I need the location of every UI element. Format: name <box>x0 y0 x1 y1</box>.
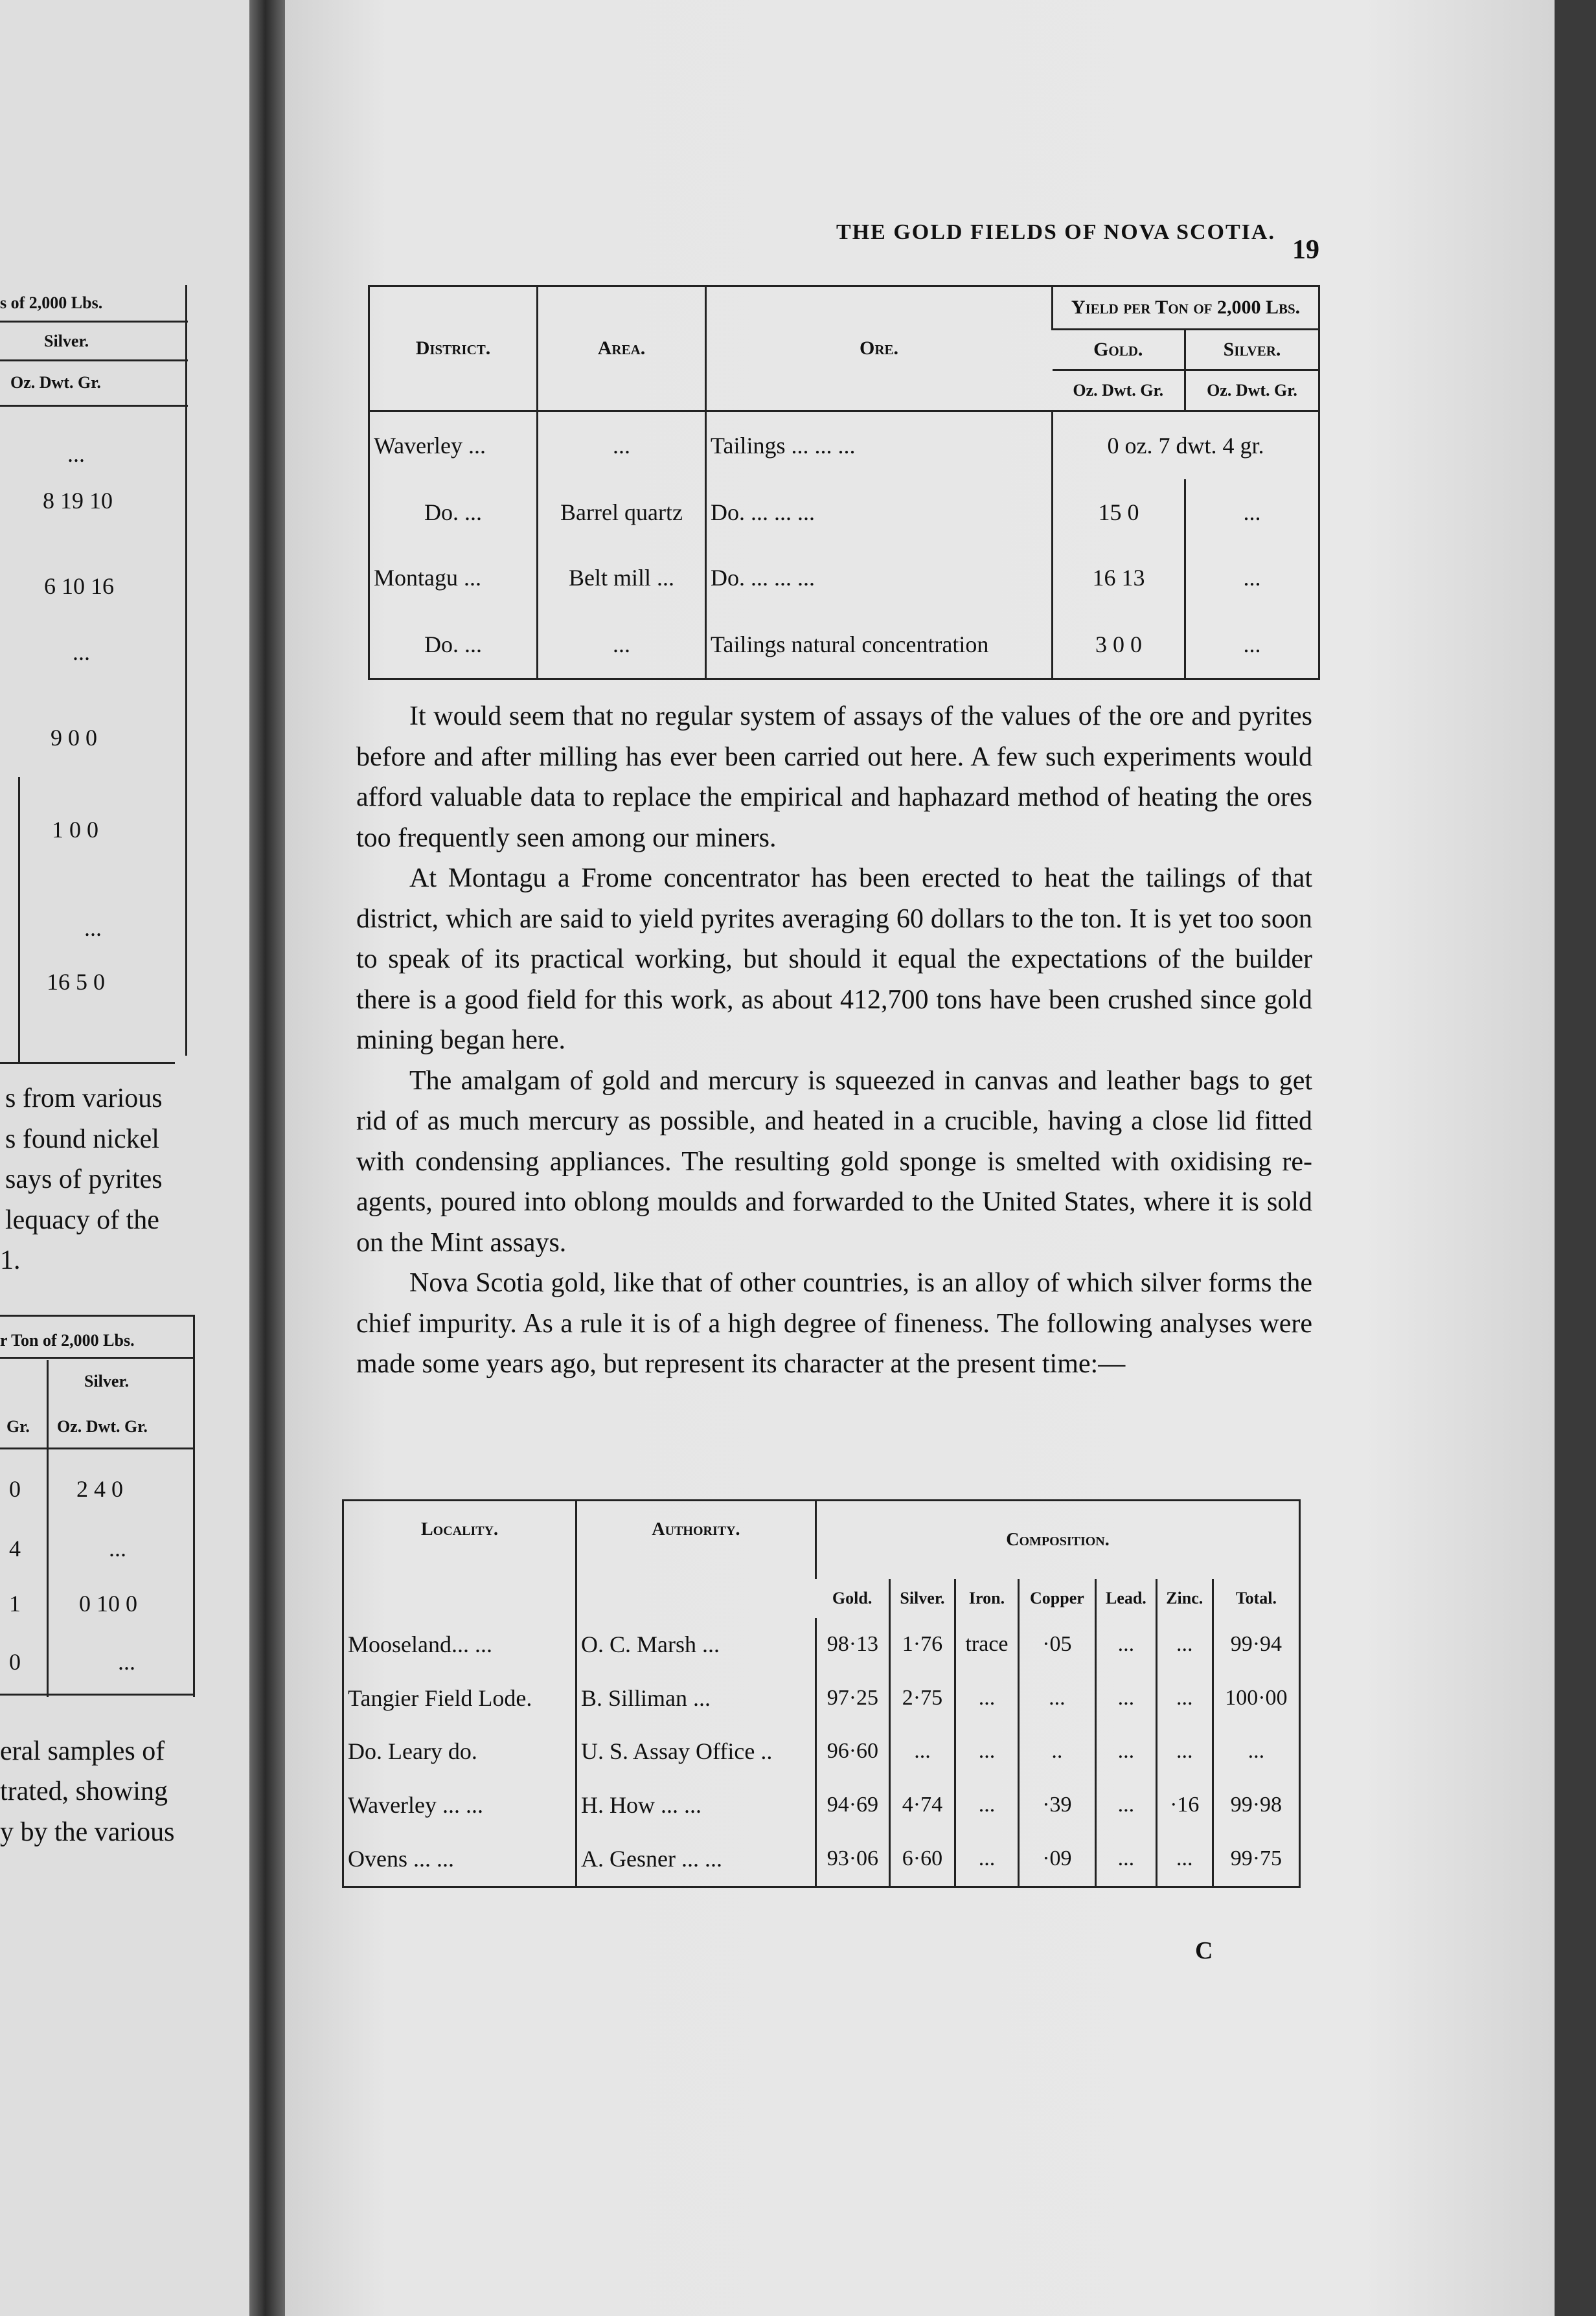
left-page <box>0 0 249 2316</box>
cell-area: ... <box>538 611 706 679</box>
cell-district: Do. ... <box>424 499 482 525</box>
cell-zinc: ... <box>1156 1832 1213 1887</box>
paragraph: It would seem that no regular system of assays of the values of the ore and pyrites before and after milling has ever been carried out here. A few such experiments would afford valuable data to replace the empirical and haphazard method of heating the ores too frequently seen among our miners. <box>356 701 1312 853</box>
cell-copper: ... <box>1018 1672 1095 1725</box>
col-header-lead: Lead. <box>1095 1579 1156 1618</box>
col-header-yield: Yield per Ton of 2,000 Lbs. <box>1053 286 1319 330</box>
cell-district: Waverley ... <box>374 432 486 459</box>
body-text <box>356 696 1312 1385</box>
cell-gold: 96·60 <box>816 1725 890 1778</box>
left-text-line: 1. <box>0 1245 21 1275</box>
left-table2-gr-value: 0 <box>9 1476 21 1502</box>
cell-copper: ·09 <box>1018 1832 1095 1887</box>
table-row <box>343 1672 1300 1725</box>
cell-authority: O. C. Marsh ... <box>576 1618 816 1672</box>
cell-gold: 93·06 <box>816 1832 890 1887</box>
paragraph: The amalgam of gold and mercury is squeezed in canvas and leather bags to get rid of as much mercury as possible, and heated in a crucible, having a close lid fitted with condensing appliances. The resulting gold sponge is smelted with oxidising re-agents, poured into oblong moulds and forwarded to the United States, where it is sold on the Mint assays. <box>356 1065 1312 1258</box>
left-units: Oz. Dwt. Gr. <box>10 373 101 392</box>
cell-locality: Waverley ... ... <box>348 1791 484 1818</box>
col-header-ore: Ore. <box>706 286 1053 411</box>
cell-lead: ... <box>1095 1832 1156 1887</box>
left-table-border <box>18 777 20 1062</box>
left-table2-silver-value: 0 10 0 <box>79 1591 137 1617</box>
col-header-composition: Composition. <box>816 1501 1300 1580</box>
cell-gold: 15 0 <box>1053 479 1185 545</box>
left-table2-border <box>47 1360 49 1697</box>
col-header-gold-units: Oz. Dwt. Gr. <box>1053 370 1185 411</box>
cell-silver: ... <box>1185 479 1319 545</box>
right-page <box>285 0 1555 2316</box>
cell-gold: 0 oz. 7 dwt. 4 gr. <box>1053 411 1319 479</box>
cell-iron: trace <box>955 1618 1019 1672</box>
left-text-line: eral samples of <box>0 1736 165 1766</box>
cell-silver: ... <box>1185 611 1319 679</box>
cell-total: ... <box>1213 1725 1299 1778</box>
left-value: ... <box>67 441 85 467</box>
cell-gold: 94·69 <box>816 1778 890 1832</box>
cell-locality: Ovens ... ... <box>348 1846 454 1872</box>
page-edge-shadow <box>1555 0 1596 2316</box>
left-table2-border <box>193 1315 195 1697</box>
left-rule <box>0 1694 194 1696</box>
book-gutter <box>249 0 285 2316</box>
cell-zinc: ... <box>1156 1672 1213 1725</box>
cell-ore: Do. ... ... ... <box>706 545 1053 611</box>
left-table2-silver-value: ... <box>118 1649 135 1675</box>
left-table2-gr-value: 0 <box>9 1649 21 1675</box>
col-header-authority: Authority. <box>576 1501 816 1618</box>
cell-iron: ... <box>955 1778 1019 1832</box>
cell-zinc: ... <box>1156 1725 1213 1778</box>
cell-zinc: ... <box>1156 1618 1213 1672</box>
left-table2-gr: Gr. <box>6 1417 30 1436</box>
cell-authority: B. Silliman ... <box>576 1672 816 1725</box>
cell-area: Belt mill ... <box>538 545 706 611</box>
cell-locality: Mooseland... ... <box>348 1631 492 1658</box>
cell-ore: Tailings natural concentration <box>706 611 1053 679</box>
left-value: ... <box>73 639 90 665</box>
cell-authority: A. Gesner ... ... <box>576 1832 816 1887</box>
cell-lead: ... <box>1095 1778 1156 1832</box>
left-value: 8 19 10 <box>43 488 113 514</box>
cell-gold: 98·13 <box>816 1618 890 1672</box>
paragraph: At Montagu a Frome concentrator has been erected to heat the tailings of that district, which are said to yield pyrites averaging 60 dollars to the ton. It is yet too soon to speak of its practical working, but should it equal the expectations of the builder there is a good field for this work, as about 412,700 tons have been crushed since gold mining began here. <box>356 863 1312 1055</box>
left-rule <box>0 1062 175 1064</box>
left-silver-label: Silver. <box>44 332 89 350</box>
cell-ore: Do. ... ... ... <box>706 479 1053 545</box>
left-table2-silver-value: 2 4 0 <box>76 1476 123 1502</box>
col-header-gold: Gold. <box>1053 330 1185 370</box>
left-text-line: s from various <box>5 1084 163 1113</box>
signature-mark: C <box>1195 1937 1213 1964</box>
cell-ore: Tailings ... ... ... <box>706 411 1053 479</box>
cell-locality: Tangier Field Lode. <box>348 1685 532 1711</box>
left-rule <box>0 321 188 323</box>
left-table2-gr-value: 4 <box>9 1536 21 1561</box>
paragraph: Nova Scotia gold, like that of other countries, is an alloy of which silver forms the chief impurity. As a rule it is of a high degree of fineness. The following analyses were made some years ago, but represent its character at the present time:— <box>356 1268 1312 1379</box>
left-value: 6 10 16 <box>44 573 114 599</box>
left-rule <box>0 405 188 407</box>
composition-table <box>342 1499 1301 1888</box>
cell-district: Montagu ... <box>374 565 481 591</box>
cell-copper: .. <box>1018 1725 1095 1778</box>
cell-copper: ·05 <box>1018 1618 1095 1672</box>
cell-silver: 2·75 <box>889 1672 955 1725</box>
left-table2-gr-value: 1 <box>9 1591 21 1617</box>
cell-silver: ... <box>1185 545 1319 611</box>
left-table2-header: r Ton of 2,000 Lbs. <box>0 1331 135 1350</box>
cell-area: ... <box>538 411 706 479</box>
left-text-line: y by the various <box>0 1817 175 1847</box>
col-header-district: District. <box>369 286 538 411</box>
left-table-border <box>185 285 187 1056</box>
cell-lead: ... <box>1095 1618 1156 1672</box>
left-text-line: says of pyrites <box>5 1164 163 1194</box>
col-header-area: Area. <box>538 286 706 411</box>
left-rule <box>0 1448 194 1449</box>
table-row <box>369 479 1319 545</box>
cell-gold: 97·25 <box>816 1672 890 1725</box>
col-header-gold: Gold. <box>832 1589 872 1607</box>
col-header-silver-units: Oz. Dwt. Gr. <box>1185 370 1319 411</box>
running-head-title: THE GOLD FIELDS OF NOVA SCOTIA. <box>836 220 1275 244</box>
cell-district: Do. ... <box>424 631 482 658</box>
cell-zinc: ·16 <box>1156 1778 1213 1832</box>
cell-silver: 4·74 <box>889 1778 955 1832</box>
cell-silver: ... <box>889 1725 955 1778</box>
left-value: 16 5 0 <box>47 969 105 995</box>
table-row <box>343 1618 1300 1672</box>
col-header-total: Total. <box>1213 1579 1299 1618</box>
left-rule <box>0 359 188 361</box>
cell-gold: 3 0 0 <box>1053 611 1185 679</box>
col-header-silver: Silver. <box>889 1579 955 1618</box>
left-value: 1 0 0 <box>52 817 98 843</box>
cell-total: 99·98 <box>1213 1778 1299 1832</box>
left-text-line: trated, showing <box>0 1777 168 1806</box>
cell-iron: ... <box>955 1672 1019 1725</box>
cell-total: 99·75 <box>1213 1832 1299 1887</box>
cell-locality: Do. Leary do. <box>348 1738 477 1765</box>
left-value: 9 0 0 <box>51 725 97 751</box>
left-table2-silver-value: ... <box>109 1536 126 1561</box>
col-header-copper: Copper <box>1018 1579 1095 1618</box>
cell-silver: 1·76 <box>889 1618 955 1672</box>
cell-gold: 16 13 <box>1053 545 1185 611</box>
col-header-zinc: Zinc. <box>1156 1579 1213 1618</box>
cell-lead: ... <box>1095 1725 1156 1778</box>
yield-table <box>368 285 1320 680</box>
col-header-locality: Locality. <box>420 1519 499 1539</box>
left-table2-units: Oz. Dwt. Gr. <box>57 1417 148 1436</box>
left-table-header: s of 2,000 Lbs. <box>0 293 103 312</box>
cell-silver: 6·60 <box>889 1832 955 1887</box>
cell-iron: ... <box>955 1832 1019 1887</box>
cell-iron: ... <box>955 1725 1019 1778</box>
cell-lead: ... <box>1095 1672 1156 1725</box>
page-number: 19 <box>1292 235 1319 265</box>
table-row <box>343 1725 1300 1778</box>
cell-authority: U. S. Assay Office .. <box>576 1725 816 1778</box>
left-rule <box>0 1315 194 1317</box>
table-row <box>343 1832 1300 1887</box>
cell-total: 100·00 <box>1213 1672 1299 1725</box>
left-text-line: lequacy of the <box>5 1205 159 1235</box>
table-row <box>369 611 1319 679</box>
table-row <box>369 545 1319 611</box>
cell-copper: ·39 <box>1018 1778 1095 1832</box>
left-value: ... <box>84 915 102 941</box>
left-table2-silver: Silver. <box>84 1372 130 1391</box>
cell-authority: H. How ... ... <box>576 1778 816 1832</box>
table-row <box>369 411 1319 479</box>
cell-area: Barrel quartz <box>538 479 706 545</box>
left-rule <box>0 1357 194 1359</box>
cell-total: 99·94 <box>1213 1618 1299 1672</box>
left-text-line: s found nickel <box>5 1124 159 1154</box>
col-header-silver: Silver. <box>1185 330 1319 370</box>
table-row <box>343 1778 1300 1832</box>
col-header-iron: Iron. <box>955 1579 1019 1618</box>
